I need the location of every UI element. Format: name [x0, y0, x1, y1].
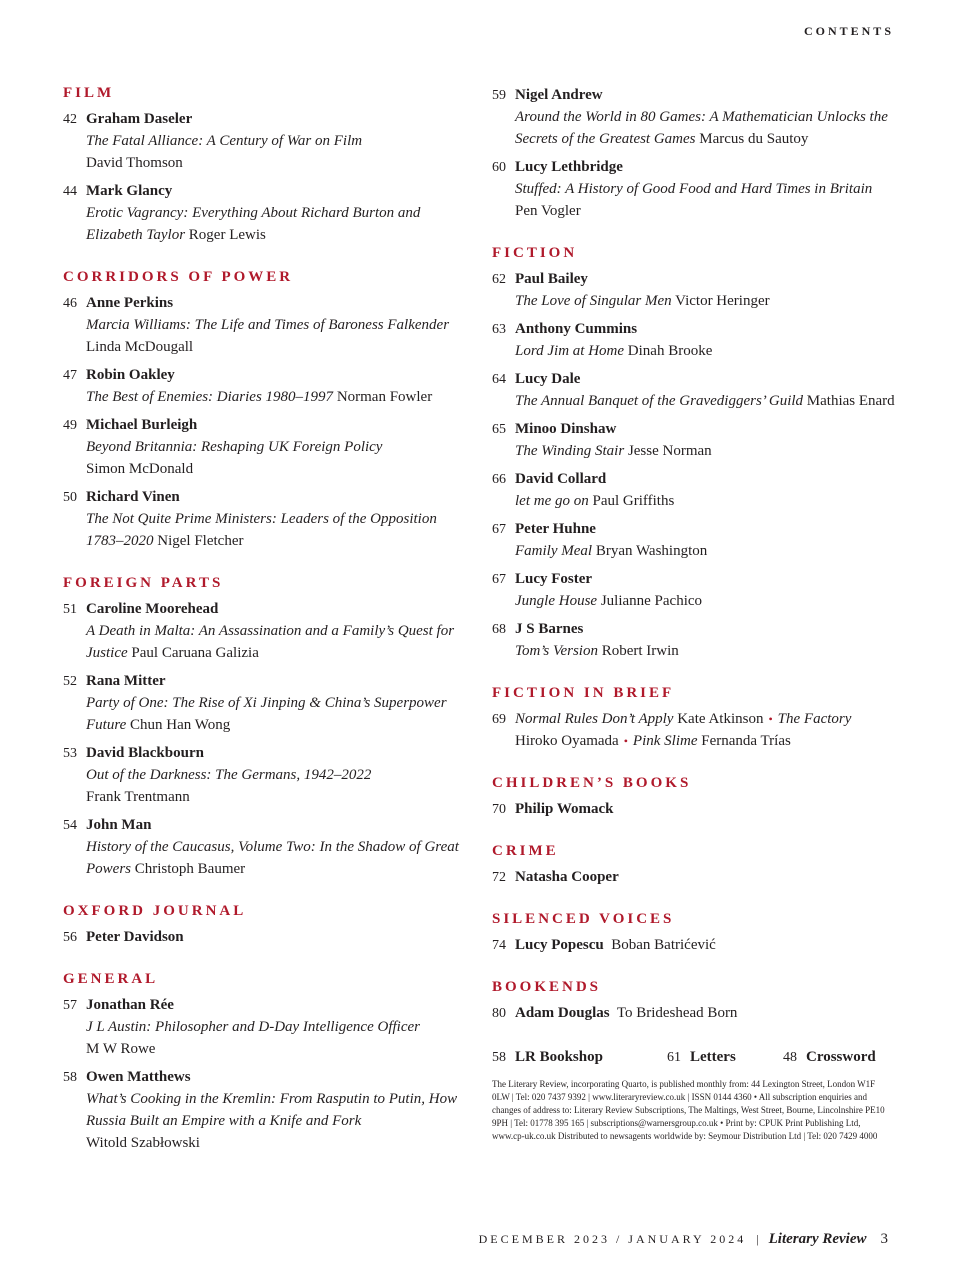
book-title: Jungle House [515, 593, 598, 609]
entry-subtitle: To Brideshead Born [616, 1005, 738, 1021]
contents-section [63, 268, 468, 552]
publication-info: The Literary Review, incorporating Quarto, is published monthly from: 44 Lexington Street, London W1F 0LW | Tel: 020 7437 9392 | www.literaryreview.co.uk | ISSN 0144 4360 • All subscription enquiries and changes of address to: Literary Review Subscriptions, The Maltings, West Street, Bourne, Lincolnshire PE10 9PH | Tel: 01778 395 165 | subscriptions@warnersgroup.co.uk • Print by: CPUK Print Publishing Ltd, www.cp-uk.co.uk Distributed to newsagents worldwide by: Seymour Distribution Ltd | Tel: 020 7429 4000 [492, 1079, 885, 1141]
page-number: 70 [492, 802, 506, 817]
book-author: Paul Caruana Galizia [131, 645, 259, 661]
section-title: FICTION [492, 245, 578, 261]
contents-entry[interactable] [63, 108, 468, 174]
page-number: 51 [63, 602, 77, 617]
book-title: Family Meal [515, 543, 593, 559]
bullet-icon: • [768, 712, 773, 726]
contents-entry[interactable] [492, 418, 902, 462]
book-author: Julianne Pachico [600, 593, 703, 609]
contents-entry[interactable] [63, 486, 468, 552]
page-number: 66 [492, 472, 506, 487]
footer-separator: | [756, 1232, 759, 1246]
page-number: 50 [63, 490, 77, 505]
reviewer-name: John Man [86, 817, 152, 833]
page-number: 58 [63, 1070, 77, 1085]
section-title: FICTION IN BRIEF [492, 685, 675, 701]
bullet-icon: • [623, 734, 628, 748]
contents-entry[interactable] [63, 670, 468, 736]
page-header: CONTENTS [803, 24, 894, 38]
book-title: The Factory [777, 711, 852, 727]
right-column [492, 84, 902, 1143]
reviewer-name: Lucy Dale [515, 371, 581, 387]
contents-entry[interactable] [492, 156, 902, 222]
book-author: Paul Griffiths [592, 493, 675, 509]
page-number: 67 [492, 522, 506, 537]
contents-entry[interactable] [492, 518, 902, 562]
reviewer-name: Adam Douglas [515, 1005, 610, 1021]
reviewer-name: Nigel Andrew [515, 87, 603, 103]
book-author: Kate Atkinson [677, 711, 764, 727]
contents-entry[interactable] [63, 414, 468, 480]
page-number: 65 [492, 422, 506, 437]
reviewer-name: Richard Vinen [86, 489, 180, 505]
reviewer-name: Lucy Foster [515, 571, 593, 587]
page-number: 53 [63, 746, 77, 761]
section-title: FOREIGN PARTS [63, 575, 224, 591]
book-author: David Thomson [86, 155, 183, 171]
contents-section [63, 84, 468, 246]
section-title: GENERAL [63, 971, 159, 987]
contents-section [63, 902, 468, 948]
reviewer-name: Peter Huhne [515, 521, 596, 537]
page-number: 59 [492, 88, 506, 103]
section-title: FILM [63, 85, 115, 101]
book-author: Christoph Baumer [134, 861, 246, 877]
fiction-in-brief-list [492, 708, 902, 752]
book-title: History of the Caucasus, Volume Two: In the Shadow of Great Powers [86, 839, 459, 877]
contents-entry[interactable] [492, 568, 902, 612]
section-title: SILENCED VOICES [492, 911, 675, 927]
page-number: 60 [492, 160, 506, 175]
page-number: 44 [63, 184, 77, 199]
book-title: Tom’s Version [515, 643, 598, 659]
reviewer-name: David Blackbourn [86, 745, 204, 761]
page-number: 54 [63, 818, 77, 833]
misc-label: Letters [690, 1049, 736, 1065]
page-number: 69 [492, 712, 506, 727]
reviewer-name: Graham Daseler [86, 111, 193, 127]
page-number: 62 [492, 272, 506, 287]
book-title: Out of the Darkness: The Germans, 1942–2022 [86, 767, 372, 783]
contents-section [492, 774, 902, 820]
section-title: CHILDREN’S BOOKS [492, 775, 692, 791]
reviewer-name: Robin Oakley [86, 367, 175, 383]
book-title: The Annual Banquet of the Gravediggers’ Guild [515, 393, 804, 409]
book-title: Party of One: The Rise of Xi Jinping & China’s Superpower Future [86, 695, 447, 733]
page-number: 42 [63, 112, 77, 127]
contents-entry[interactable] [492, 268, 902, 312]
contents-entry[interactable] [63, 814, 468, 880]
book-title: Marcia Williams: The Life and Times of Baroness Falkender [86, 317, 450, 333]
book-title: A Death in Malta: An Assassination and a Family’s Quest for Justice [86, 623, 455, 661]
contents-section [492, 842, 902, 888]
misc-label: Crossword [806, 1049, 876, 1065]
page-number: 48 [783, 1050, 797, 1065]
book-author: M W Rowe [86, 1041, 156, 1057]
book-author: Marcus du Sautoy [699, 131, 809, 147]
section-title: CORRIDORS OF POWER [63, 269, 294, 285]
misc-links [492, 1046, 902, 1068]
book-title: The Fatal Alliance: A Century of War on Film [86, 133, 363, 149]
contents-entry[interactable] [63, 1066, 468, 1154]
reviewer-name: Philip Womack [515, 801, 614, 817]
book-author: Pen Vogler [515, 203, 581, 219]
page-number: 57 [63, 998, 77, 1013]
section-title: BOOKENDS [492, 979, 602, 995]
contents-entry[interactable] [492, 798, 902, 820]
entry-subtitle: Boban Batrićević [611, 937, 716, 953]
contents-entry[interactable] [492, 84, 902, 150]
magazine-name: Literary Review [768, 1231, 867, 1247]
book-title: What’s Cooking in the Kremlin: From Rasputin to Putin, How Russia Built an Empire with a Knife and Fork [86, 1091, 458, 1129]
page-number: 52 [63, 674, 77, 689]
issue-date: DECEMBER 2023 / JANUARY 2024 [478, 1232, 747, 1246]
page-footer [479, 1231, 888, 1248]
reviewer-name: Lucy Popescu [515, 937, 604, 953]
contents-entry[interactable] [63, 364, 468, 408]
contents-entry[interactable] [492, 318, 902, 362]
book-author: Jesse Norman [627, 443, 712, 459]
book-title: Pink Slime [632, 733, 698, 749]
reviewer-name: Minoo Dinshaw [515, 421, 617, 437]
contents-entry[interactable] [63, 994, 468, 1060]
reviewer-name: David Collard [515, 471, 607, 487]
contents-entry[interactable] [492, 368, 902, 412]
page-number: 58 [492, 1050, 506, 1065]
book-author: Robert Irwin [601, 643, 679, 659]
book-author: Nigel Fletcher [157, 533, 244, 549]
contents-entry[interactable] [492, 618, 902, 662]
reviewer-name: Mark Glancy [86, 183, 173, 199]
book-author: Dinah Brooke [627, 343, 713, 359]
contents-entry[interactable] [63, 180, 468, 246]
contents-section [492, 244, 902, 662]
contents-entry[interactable] [63, 742, 468, 808]
book-author: Fernanda Trías [701, 733, 791, 749]
book-author: Witold Szabłowski [86, 1135, 200, 1151]
book-title: Lord Jim at Home [515, 343, 625, 359]
contents-section [492, 910, 902, 956]
page-number: 63 [492, 322, 506, 337]
page-number: 68 [492, 622, 506, 637]
page-number: 56 [63, 930, 77, 945]
contents-entry[interactable] [63, 598, 468, 664]
page-number: 64 [492, 372, 506, 387]
book-title: The Best of Enemies: Diaries 1980–1997 [86, 389, 334, 405]
right-top-entries [492, 84, 902, 222]
contents-entry[interactable] [492, 468, 902, 512]
reviewer-name: Natasha Cooper [515, 869, 619, 885]
reviewer-name: Caroline Moorehead [86, 601, 219, 617]
page-number: 46 [63, 296, 77, 311]
reviewer-name: Rana Mitter [86, 673, 166, 689]
book-author: Chun Han Wong [130, 717, 231, 733]
contents-entry[interactable] [492, 1002, 902, 1024]
left-column [63, 84, 468, 1176]
contents-section [492, 978, 902, 1024]
page-number: 74 [492, 938, 506, 953]
book-title: Stuffed: A History of Good Food and Hard Times in Britain [515, 181, 873, 197]
misc-letters[interactable] [667, 1046, 783, 1068]
reviewer-name: Jonathan Rée [86, 997, 174, 1013]
misc-label: LR Bookshop [515, 1049, 603, 1065]
misc-crossword[interactable] [783, 1046, 876, 1068]
book-author: Hiroko Oyamada [515, 733, 619, 749]
book-author: Linda McDougall [86, 339, 194, 355]
book-title: let me go on [515, 493, 589, 509]
reviewer-name: Paul Bailey [515, 271, 588, 287]
section-title: CRIME [492, 843, 559, 859]
book-author: Norman Fowler [336, 389, 433, 405]
contents-entry[interactable] [492, 866, 902, 888]
page-number: 3 [880, 1231, 888, 1247]
page-number: 80 [492, 1006, 506, 1021]
section-title: OXFORD JOURNAL [63, 903, 247, 919]
book-title: J L Austin: Philosopher and D-Day Intelligence Officer [86, 1019, 420, 1035]
book-author: Roger Lewis [188, 227, 266, 243]
section-fiction-in-brief [492, 684, 902, 752]
page-number: 67 [492, 572, 506, 587]
contents-section [63, 970, 468, 1154]
page-number: 61 [667, 1050, 681, 1065]
book-title: The Winding Stair [515, 443, 625, 459]
book-author: Simon McDonald [86, 461, 194, 477]
book-title: Erotic Vagrancy: Everything About Richard Burton and Elizabeth Taylor [86, 205, 421, 243]
page-number: 47 [63, 368, 77, 383]
contents-entry[interactable] [63, 926, 468, 948]
book-author: Frank Trentmann [86, 789, 190, 805]
reviewer-name: Lucy Lethbridge [515, 159, 623, 175]
book-title: Beyond Britannia: Reshaping UK Foreign Policy [86, 439, 383, 455]
book-author: Mathias Enard [806, 393, 895, 409]
reviewer-name: Peter Davidson [86, 929, 184, 945]
reviewer-name: Owen Matthews [86, 1069, 191, 1085]
misc-bookshop[interactable] [492, 1046, 667, 1068]
book-title: Normal Rules Don’t Apply [515, 711, 674, 727]
book-title: The Not Quite Prime Ministers: Leaders of the Opposition 1783–2020 [86, 511, 437, 549]
book-author: Victor Heringer [675, 293, 770, 309]
reviewer-name: J S Barnes [515, 621, 584, 637]
reviewer-name: Anne Perkins [86, 295, 174, 311]
page-number: 49 [63, 418, 77, 433]
page-number: 72 [492, 870, 506, 885]
reviewer-name: Anthony Cummins [515, 321, 638, 337]
book-title: The Love of Singular Men [515, 293, 672, 309]
book-author: Bryan Washington [595, 543, 708, 559]
contents-entry[interactable] [63, 292, 468, 358]
contents-section [63, 574, 468, 880]
contents-entry[interactable] [492, 934, 902, 956]
book-title: Around the World in 80 Games: A Mathematician Unlocks the Secrets of the Greatest Games [515, 109, 888, 147]
reviewer-name: Michael Burleigh [86, 417, 198, 433]
